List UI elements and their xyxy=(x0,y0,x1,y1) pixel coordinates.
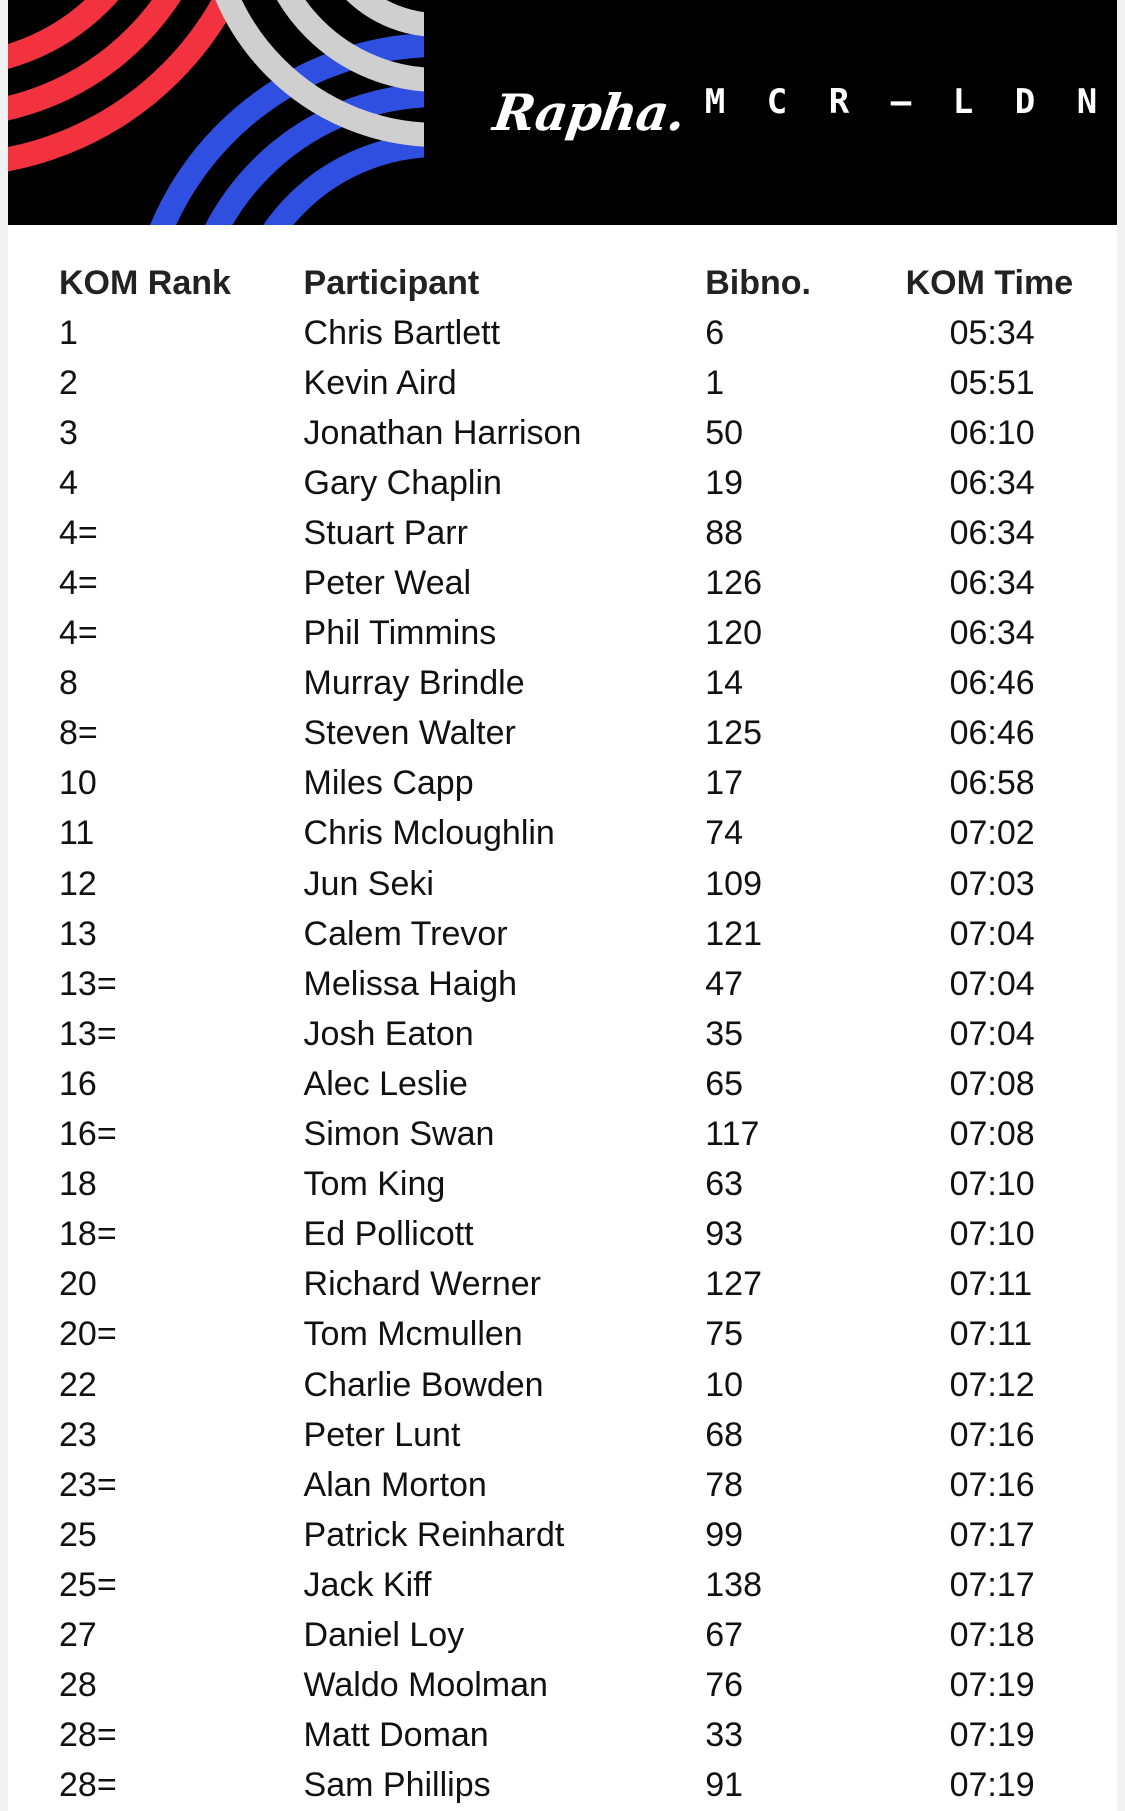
time-cell: 07:12 xyxy=(949,1365,1035,1404)
rank-cell: 23= xyxy=(59,1465,117,1504)
participant-cell: Matt Doman xyxy=(303,1716,489,1755)
route-letter: C xyxy=(766,82,788,122)
table-row xyxy=(8,1160,1117,1210)
time-cell: 07:16 xyxy=(949,1415,1035,1454)
rank-cell: 13 xyxy=(59,914,97,953)
rank-cell: 16= xyxy=(59,1115,117,1154)
bib-cell: 74 xyxy=(705,814,744,853)
route-letter: L xyxy=(952,82,974,122)
stripe-graphic xyxy=(8,0,448,225)
rank-cell: 3 xyxy=(59,413,78,452)
bib-cell: 19 xyxy=(705,463,744,502)
participant-cell: Melissa Haigh xyxy=(303,964,518,1003)
participant-cell: Miles Capp xyxy=(303,764,474,803)
participant-cell: Peter Weal xyxy=(303,564,472,603)
bib-cell: 78 xyxy=(705,1465,744,1504)
table-row xyxy=(8,1009,1117,1059)
time-cell: 07:10 xyxy=(949,1165,1035,1204)
bib-cell: 138 xyxy=(705,1565,762,1604)
rank-cell: 1 xyxy=(59,313,78,352)
participant-cell: Waldo Moolman xyxy=(303,1666,548,1705)
participant-cell: Charlie Bowden xyxy=(303,1365,544,1404)
time-cell: 07:03 xyxy=(949,864,1035,903)
header-participant: Participant xyxy=(303,263,480,302)
participant-cell: Peter Lunt xyxy=(303,1415,461,1454)
time-cell: 05:34 xyxy=(949,313,1035,352)
participant-cell: Kevin Aird xyxy=(303,363,457,402)
table-row xyxy=(8,809,1117,859)
header-kom-time: KOM Time xyxy=(905,263,1074,302)
table-row xyxy=(8,659,1117,709)
bib-cell: 17 xyxy=(705,764,744,803)
rank-cell: 11 xyxy=(59,814,95,853)
time-cell: 07:08 xyxy=(949,1064,1035,1103)
table-row xyxy=(8,1560,1117,1610)
table-row xyxy=(8,1661,1117,1711)
rank-cell: 25= xyxy=(59,1565,117,1604)
bib-cell: 109 xyxy=(705,864,762,903)
table-row xyxy=(8,709,1117,759)
rank-cell: 12 xyxy=(59,864,97,903)
time-cell: 06:34 xyxy=(949,564,1035,603)
time-cell: 06:10 xyxy=(949,413,1035,452)
rank-cell: 4 xyxy=(59,463,78,502)
participant-cell: Richard Werner xyxy=(303,1265,541,1304)
time-cell: 07:19 xyxy=(949,1766,1035,1805)
bib-cell: 6 xyxy=(705,313,725,352)
time-cell: 06:58 xyxy=(949,764,1035,803)
table-row xyxy=(8,1460,1117,1510)
bib-cell: 125 xyxy=(705,714,762,753)
rank-cell: 20= xyxy=(59,1315,117,1354)
route-letter: — xyxy=(890,82,912,122)
bib-cell: 1 xyxy=(705,363,725,402)
rank-cell: 18= xyxy=(59,1215,117,1254)
table-row xyxy=(8,558,1117,608)
rank-cell: 18 xyxy=(59,1165,97,1204)
logo-wordmark: Rapha. xyxy=(489,82,689,142)
rank-cell: 8= xyxy=(59,714,98,753)
time-cell: 07:11 xyxy=(949,1265,1033,1304)
time-cell: 06:34 xyxy=(949,513,1035,552)
participant-cell: Gary Chaplin xyxy=(303,463,502,502)
table-row xyxy=(8,1260,1117,1310)
time-cell: 07:18 xyxy=(949,1615,1035,1654)
participant-cell: Simon Swan xyxy=(303,1115,495,1154)
time-cell: 05:51 xyxy=(949,363,1035,402)
time-cell: 07:19 xyxy=(949,1716,1035,1755)
participant-cell: Josh Eaton xyxy=(303,1014,474,1053)
table-row xyxy=(8,1110,1117,1160)
header-kom-rank: KOM Rank xyxy=(59,263,231,302)
time-cell: 07:16 xyxy=(949,1465,1035,1504)
route-letter: R xyxy=(828,82,850,122)
table-row xyxy=(8,458,1117,508)
participant-cell: Stuart Parr xyxy=(303,513,468,552)
time-cell: 06:46 xyxy=(949,714,1035,753)
bib-cell: 93 xyxy=(705,1215,744,1254)
table-header-row xyxy=(8,258,1117,308)
bib-cell: 91 xyxy=(705,1766,744,1805)
time-cell: 07:11 xyxy=(949,1315,1033,1354)
table-row xyxy=(8,959,1117,1009)
table-row xyxy=(8,759,1117,809)
bib-cell: 120 xyxy=(705,614,762,653)
header-bib-number: Bibno. xyxy=(705,263,812,302)
bib-cell: 33 xyxy=(705,1716,744,1755)
participant-cell: Ed Pollicott xyxy=(303,1215,474,1254)
table-row xyxy=(8,1210,1117,1260)
rank-cell: 16 xyxy=(59,1064,97,1103)
table-row xyxy=(8,358,1117,408)
bib-cell: 127 xyxy=(705,1265,762,1304)
bib-cell: 50 xyxy=(705,413,744,452)
table-row xyxy=(8,1360,1117,1410)
participant-cell: Alan Morton xyxy=(303,1465,487,1504)
participant-cell: Jack Kiff xyxy=(303,1565,432,1604)
table-row xyxy=(8,1711,1117,1761)
participant-cell: Chris Mcloughlin xyxy=(303,814,555,853)
table-row xyxy=(8,408,1117,458)
bib-cell: 63 xyxy=(705,1165,744,1204)
bib-cell: 88 xyxy=(705,513,744,552)
time-cell: 07:08 xyxy=(949,1115,1035,1154)
rank-cell: 4= xyxy=(59,614,98,653)
rank-cell: 20 xyxy=(59,1265,97,1304)
time-cell: 07:17 xyxy=(949,1515,1035,1554)
bib-cell: 35 xyxy=(705,1014,744,1053)
rank-cell: 2 xyxy=(59,363,78,402)
time-cell: 06:34 xyxy=(949,614,1035,653)
header-banner xyxy=(8,0,1117,225)
participant-cell: Murray Brindle xyxy=(303,664,525,703)
time-cell: 07:04 xyxy=(949,964,1035,1003)
participant-cell: Daniel Loy xyxy=(303,1615,465,1654)
rank-cell: 4= xyxy=(59,513,98,552)
time-cell: 07:17 xyxy=(949,1565,1035,1604)
table-row xyxy=(8,1510,1117,1560)
table-row xyxy=(8,609,1117,659)
participant-cell: Patrick Reinhardt xyxy=(303,1515,565,1554)
time-cell: 07:19 xyxy=(949,1666,1035,1705)
time-cell: 06:46 xyxy=(949,664,1035,703)
bib-cell: 47 xyxy=(705,964,744,1003)
rank-cell: 27 xyxy=(59,1615,97,1654)
bib-cell: 14 xyxy=(705,664,744,703)
route-letter: D xyxy=(1014,82,1036,122)
brand-logo xyxy=(489,72,689,152)
table-row xyxy=(8,859,1117,909)
table-row xyxy=(8,1059,1117,1109)
participant-cell: Tom Mcmullen xyxy=(303,1315,523,1354)
participant-cell: Tom King xyxy=(303,1165,446,1204)
table-row xyxy=(8,909,1117,959)
time-cell: 07:04 xyxy=(949,914,1035,953)
bib-cell: 126 xyxy=(705,564,762,603)
bib-cell: 10 xyxy=(705,1365,744,1404)
participant-cell: Phil Timmins xyxy=(303,614,497,653)
rank-cell: 13= xyxy=(59,1014,117,1053)
table-row xyxy=(8,1410,1117,1460)
rank-cell: 10 xyxy=(59,764,97,803)
rank-cell: 23 xyxy=(59,1415,97,1454)
bib-cell: 121 xyxy=(705,914,762,953)
rank-cell: 28 xyxy=(59,1666,97,1705)
participant-cell: Chris Bartlett xyxy=(303,313,501,352)
time-cell: 07:10 xyxy=(949,1215,1035,1254)
time-cell: 07:04 xyxy=(949,1014,1035,1053)
participant-cell: Jun Seki xyxy=(303,864,434,903)
participant-cell: Steven Walter xyxy=(303,714,516,753)
table-row xyxy=(8,1610,1117,1660)
table-row xyxy=(8,1761,1117,1811)
table-row xyxy=(8,1310,1117,1360)
rank-cell: 8 xyxy=(59,664,78,703)
rank-cell: 4= xyxy=(59,564,98,603)
route-title xyxy=(684,82,1117,122)
participant-cell: Alec Leslie xyxy=(303,1064,468,1103)
bib-cell: 117 xyxy=(705,1115,760,1154)
rank-cell: 13= xyxy=(59,964,117,1003)
bib-cell: 68 xyxy=(705,1415,744,1454)
rank-cell: 28= xyxy=(59,1766,117,1805)
bib-cell: 67 xyxy=(705,1615,744,1654)
table-row xyxy=(8,308,1117,358)
rank-cell: 25 xyxy=(59,1515,97,1554)
route-letter: M xyxy=(704,82,726,122)
time-cell: 07:02 xyxy=(949,814,1035,853)
table-body xyxy=(8,308,1117,1811)
participant-cell: Calem Trevor xyxy=(303,914,508,953)
participant-cell: Jonathan Harrison xyxy=(303,413,582,452)
rank-cell: 22 xyxy=(59,1365,97,1404)
kom-results-table xyxy=(8,258,1117,1811)
rank-cell: 28= xyxy=(59,1716,117,1755)
bib-cell: 65 xyxy=(705,1064,744,1103)
time-cell: 06:34 xyxy=(949,463,1035,502)
route-letter: N xyxy=(1076,82,1098,122)
bib-cell: 75 xyxy=(705,1315,744,1354)
bib-cell: 99 xyxy=(705,1515,744,1554)
table-row xyxy=(8,508,1117,558)
participant-cell: Sam Phillips xyxy=(303,1766,491,1805)
bib-cell: 76 xyxy=(705,1666,744,1705)
